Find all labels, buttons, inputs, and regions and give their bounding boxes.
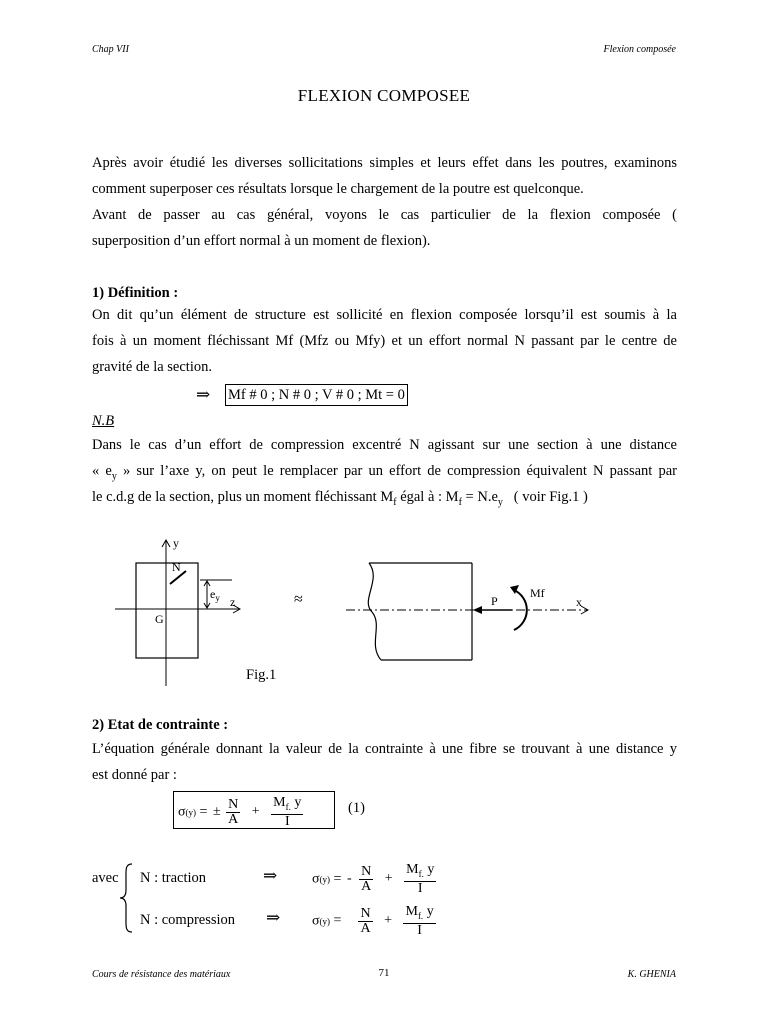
general-formula-box [173,791,335,829]
traction-formula: σ(y) = - $\frac{N}{A}$ + $\frac{M_{f.} y}{I}$ [312,862,435,896]
page-title: FLEXION COMPOSEE [297,86,471,105]
label-z: z [230,595,236,609]
avec-label: avec [92,870,119,886]
header-topic: Flexion composée [603,44,676,55]
case-compression-arrow: ⇒ [266,908,281,927]
intro-line-1: Après avoir étudié les diverses sollicitations simples et leurs effet dans les poutres, examinons [92,155,677,171]
intro-line-4: superposition d’un effort normal à un moment de flexion). [92,233,431,249]
label-Mf: Mf [530,586,545,600]
figure-1 [0,530,768,690]
page-number: 71 [378,967,390,979]
footer-course: Cours de résistance des matériaux [92,969,231,980]
footer-author: K. GHENIA [627,969,676,980]
section-1-heading: 1) Définition : [92,285,179,301]
nb-line-3: le c.d.g de la section, plus un moment fléchissant $M_f$ égal à : $M_f = N.e_y$ ( voir Fig.1 ) [92,489,588,508]
compression-formula: σ(y) = $\frac{N}{A}$ + $\frac{M_{f.} y}{I}$ [312,904,434,938]
approx-symbol: ≈ [294,591,303,608]
stress-line-2: est donné par : [92,767,177,783]
implies-symbol: ⇒ [196,385,211,404]
nb-line-1: Dans le cas d’un effort de compression excentré N agissant sur une section à une distance [92,437,677,453]
definition-line-2: fois à un moment fléchissant Mf (Mfz ou Mfy) et un effort normal N passant par le centre de [92,333,677,349]
formula-number: (1) [348,800,365,816]
label-x: x [576,595,582,609]
label-P: P [491,594,498,608]
force-P-arrowhead [473,606,482,614]
label-ey: $e_y$ [210,587,220,603]
nb-line-2: « $e_y$ » sur l’axe y, on peut le remplacer par un effort de compression équivalent N passant par [92,463,677,482]
header-chapter: Chap VII [92,44,129,55]
general-formula: σ(y) = ± $\frac{N}{A}$ + $\frac{M_{f.} y}{I}$ [178,795,302,829]
case-compression-label: N : compression [140,912,236,928]
case-traction-arrow: ⇒ [263,866,278,885]
label-G: G [155,612,164,626]
definition-line-1: On dit qu’un élément de structure est sollicité en flexion composée lorsqu’il est soumis à la [92,307,677,323]
nb-label: N.B [92,413,115,429]
figure-caption: Fig.1 [246,667,277,683]
label-N: N [172,560,181,574]
case-traction-label: N : traction [140,870,207,886]
section-rectangle [136,563,198,658]
label-y: y [173,536,179,550]
case-brace [118,862,136,934]
section-2-heading: 2) Etat de contrainte : [92,717,229,733]
conditions-box: Mf # 0 ; N # 0 ; V # 0 ; Mt = 0 [225,384,408,406]
intro-line-2: comment superposer ces résultats lorsque le chargement de la poutre est quelconque. [92,181,584,197]
stress-line-1: L’équation générale donnant la valeur de la contrainte à une fibre se trouvant à une distance y [92,741,677,757]
intro-line-3: Avant de passer au cas général, voyons le cas particulier de la flexion composée ( [92,207,677,223]
definition-line-3: gravité de la section. [92,359,212,375]
beam-cut-edge [368,563,381,660]
